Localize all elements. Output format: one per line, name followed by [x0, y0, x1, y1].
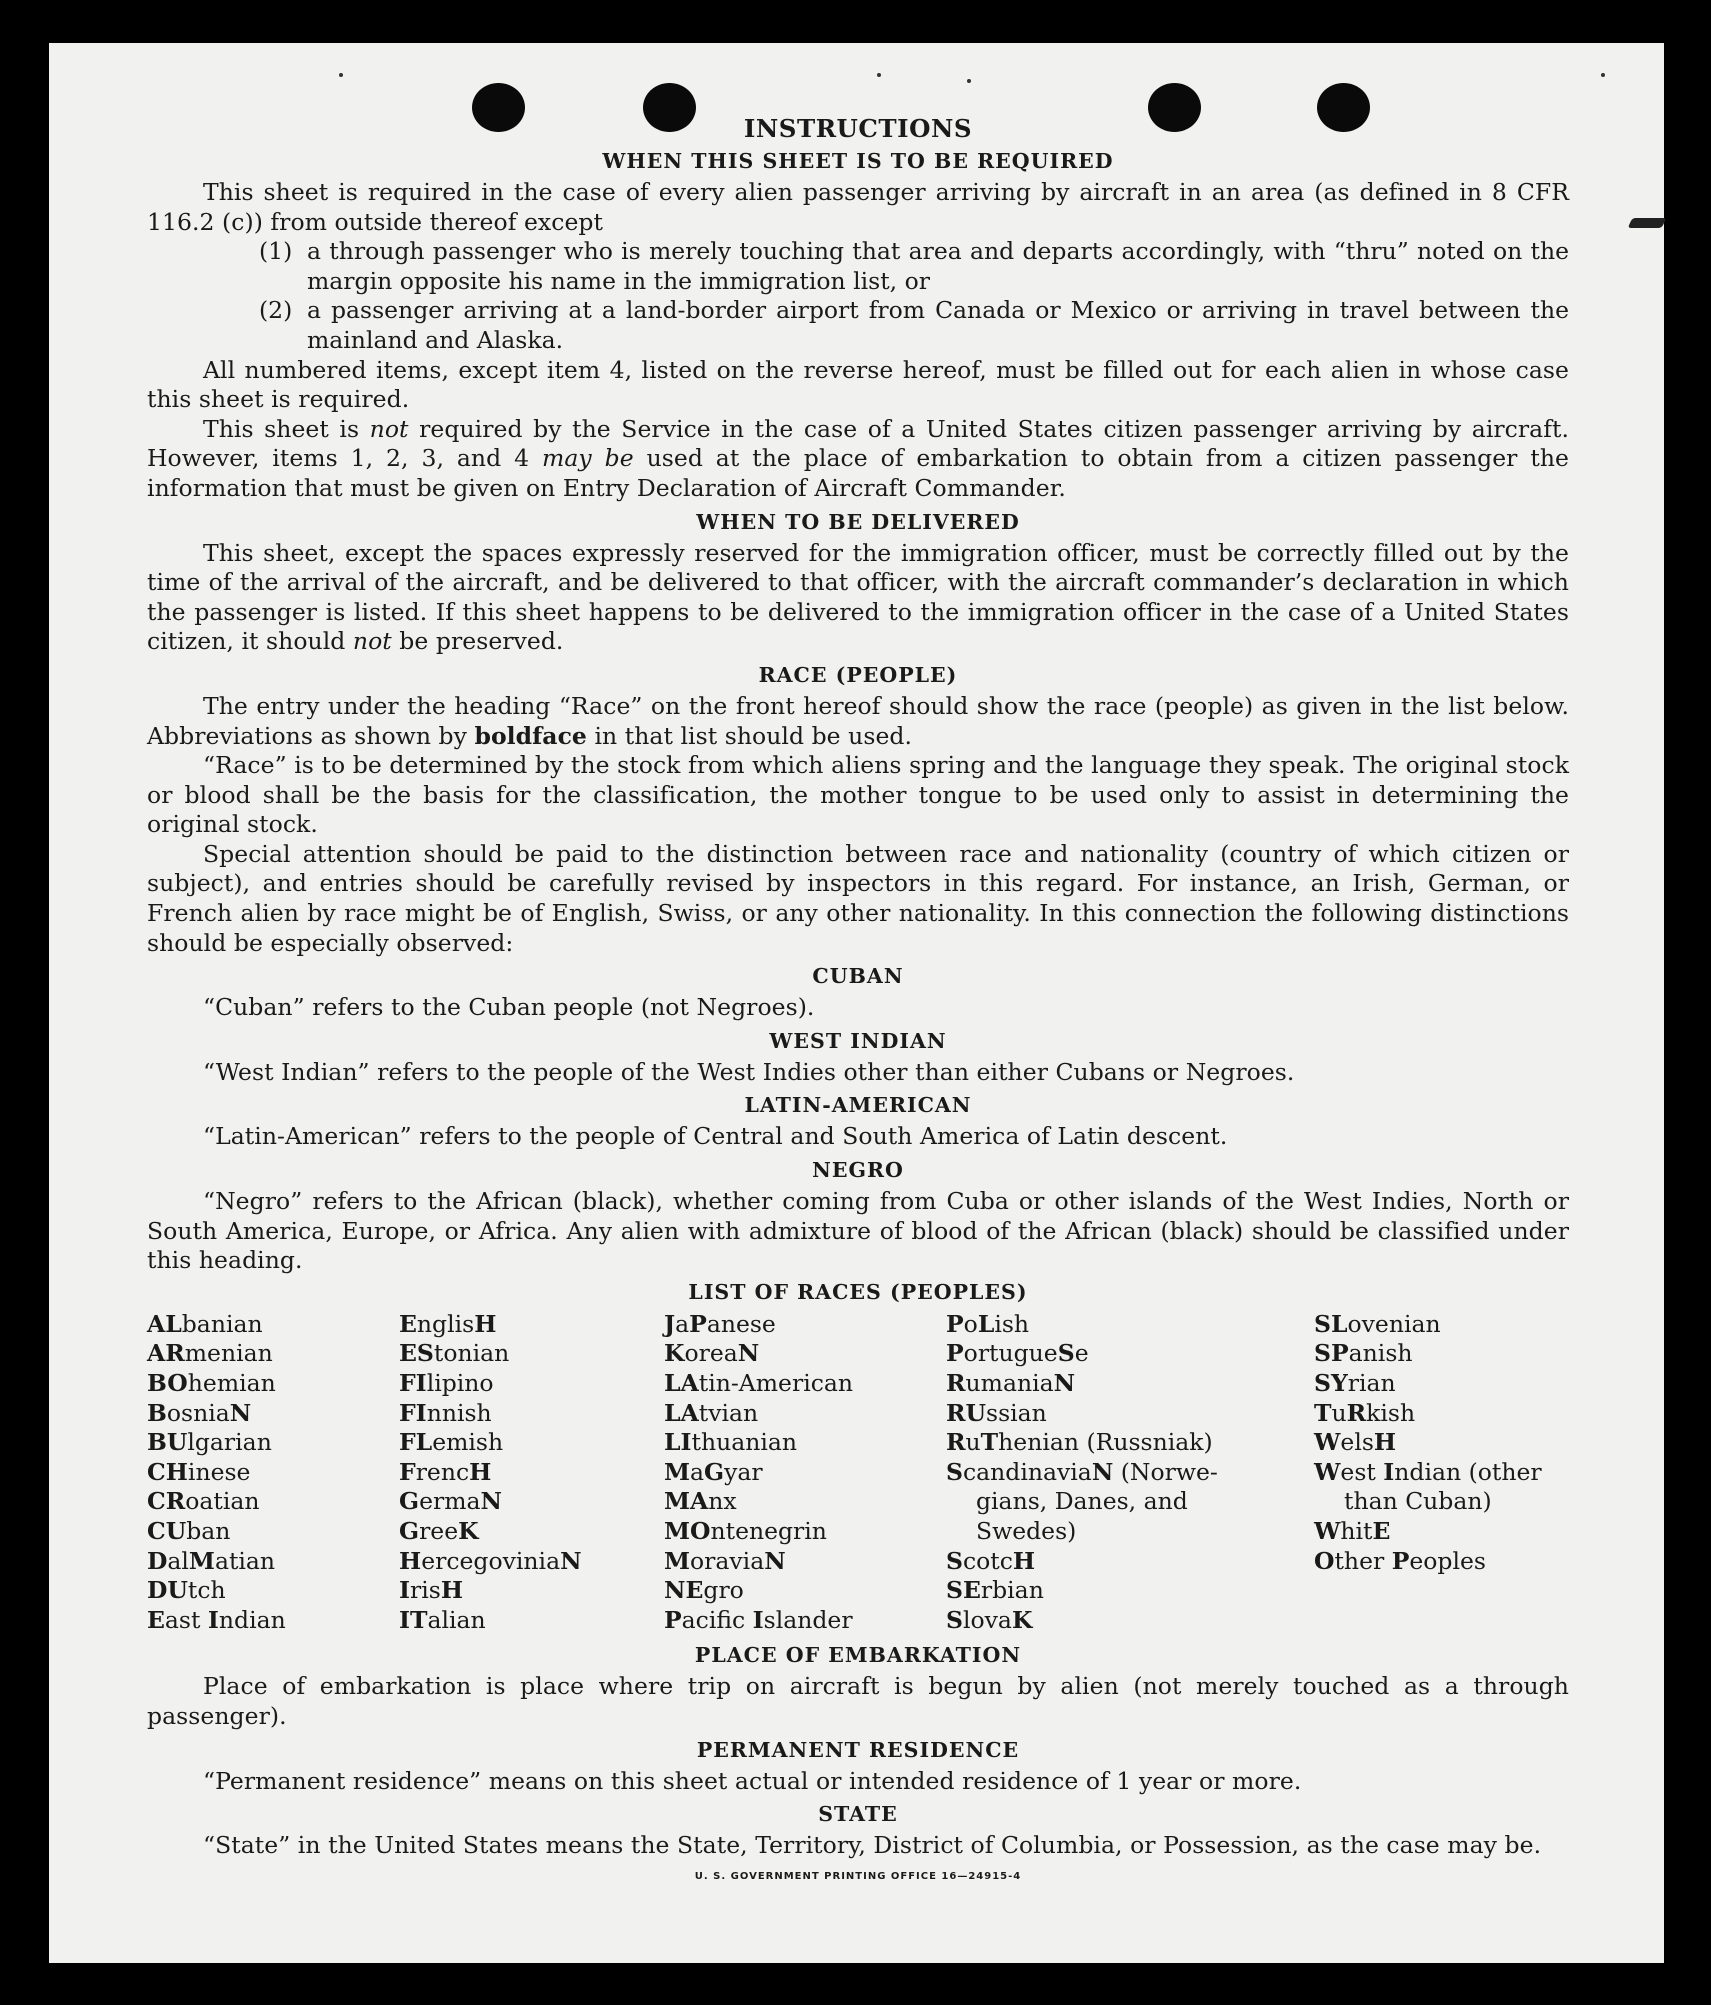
races-column — [147, 1310, 399, 1636]
paragraph: “Race” is to be determined by the stock from which aliens spring and the language they speak. The original stock or blood shall be the basis for the classification, the mother tongue to be used only to assist in determining the original stock. — [147, 751, 1569, 839]
paragraph — [147, 539, 1569, 657]
race-entry: SPanish — [1314, 1339, 1413, 1368]
section-heading-residence: PERMANENT RESIDENCE — [696, 1737, 1020, 1762]
speck — [967, 79, 971, 83]
punch-hole — [1148, 83, 1201, 132]
race-entry: CHinese — [147, 1457, 251, 1486]
item-text: a passenger arriving at a land-border airport from Canada or Mexico or arriving in travel between the mainland and Alaska. — [307, 296, 1569, 354]
item-number: (2) — [259, 296, 293, 325]
section-heading-required: WHEN THIS SHEET IS TO BE REQUIRED — [602, 149, 1114, 173]
race-entry: ITalian — [399, 1605, 486, 1634]
paragraph: “West Indian” refers to the people of the West Indies other than either Cubans or Negroes. — [203, 1057, 1295, 1086]
text-run: in that list should be used. — [586, 721, 913, 750]
race-entry: PortugueSe — [946, 1339, 1089, 1368]
race-entry: JaPanese — [664, 1309, 776, 1338]
race-entry: KoreaN — [664, 1339, 760, 1368]
race-entry: LIthuanian — [664, 1428, 798, 1457]
race-entry: Pacific Islander — [664, 1605, 853, 1634]
race-entry: BosniaN — [147, 1398, 252, 1427]
race-entry: MAnx — [664, 1487, 737, 1516]
race-entry: MOntenegrin — [664, 1516, 827, 1545]
section-heading-state: STATE — [818, 1802, 898, 1827]
race-entry: ScandinaviaN (Norwe- — [946, 1457, 1218, 1486]
race-entry: TuRkish — [1314, 1398, 1416, 1427]
printer-imprint: U. S. GOVERNMENT PRINTING OFFICE 16—24915-4 — [694, 1870, 1022, 1882]
paragraph: “Latin-American” refers to the people of Central and South America of Latin descent. — [203, 1122, 1228, 1151]
race-entry: FLemish — [399, 1428, 504, 1457]
race-entry: EStonian — [399, 1339, 510, 1368]
text-run: used at the place of embarkation to obtain from a citizen passenger the information that must be given on Entry Declaration of Aircraft Commander. — [147, 444, 1569, 502]
text-run: required by the Service in the case of a United States citizen passenger arriving by aircraft. However, items 1, 2, 3, and 4 — [147, 414, 1569, 473]
race-entry: SlovaK — [946, 1605, 1033, 1634]
race-entry: ALbanian — [147, 1309, 263, 1338]
race-entry: SLovenian — [1314, 1309, 1441, 1338]
race-entry: WhitE — [1314, 1516, 1391, 1545]
paragraph: “Cuban” refers to the Cuban people (not Negroes). — [203, 993, 815, 1022]
races-column — [664, 1310, 946, 1636]
race-entry: West Indian (other — [1314, 1457, 1542, 1486]
race-entry: gians, Danes, and — [976, 1487, 1188, 1516]
emphasis: not — [369, 414, 409, 443]
page-title: INSTRUCTIONS — [743, 114, 973, 143]
item-number: (1) — [259, 237, 293, 266]
list-item — [147, 237, 1569, 296]
section-heading-latin-american: LATIN-AMERICAN — [744, 1093, 972, 1118]
race-entry: LAtin-American — [664, 1369, 854, 1397]
paragraph: “Permanent residence” means on this sheet actual or intended residence of 1 year or more. — [203, 1766, 1302, 1795]
speck — [877, 73, 881, 77]
punch-hole — [1317, 83, 1370, 132]
paragraph: All numbered items, except item 4, listed on the reverse hereof, must be filled out for each alien in whose case this sheet is required. — [147, 355, 1569, 414]
paragraph: Place of embarkation is place where trip on aircraft is begun by alien (not merely touched as a through passenger). — [147, 1672, 1569, 1730]
races-column — [1314, 1310, 1569, 1636]
race-entry: FrencH — [399, 1457, 492, 1486]
race-entry: SYrian — [1314, 1369, 1396, 1397]
section-heading-list-of-races: LIST OF RACES (PEOPLES) — [688, 1279, 1028, 1304]
text-run: The entry under the heading “Race” on the front hereof should show the race (people) as given in the list below. Abbreviations as shown by — [147, 691, 1569, 750]
race-entry: ARmenian — [147, 1339, 273, 1368]
race-entry: CUban — [147, 1516, 231, 1545]
race-entry: CRoatian — [147, 1487, 260, 1516]
document-sheet — [49, 43, 1664, 1963]
race-entry: RumaniaN — [946, 1369, 1076, 1397]
edge-mark — [1628, 218, 1667, 228]
race-entry: RUssian — [946, 1398, 1047, 1427]
paragraph: Special attention should be paid to the distinction between race and nationality (country of which citizen or subject), and entries should be carefully revised by inspectors in this regard. For instance, an Irish, German, or French alien by race might be of English, Swiss, or any other nationality. In this connection the following distinctions should be especially observed: — [147, 839, 1569, 957]
race-entry: RuThenian (Russniak) — [946, 1428, 1213, 1457]
text-run: This sheet is — [203, 414, 370, 443]
race-entry: IrisH — [399, 1576, 464, 1605]
race-entry: Other Peoples — [1314, 1546, 1486, 1575]
item-text: a through passenger who is merely touching that area and departs accordingly, with “thru” noted on the margin opposite his name in the immigration list, or — [307, 237, 1569, 295]
races-column — [946, 1310, 1314, 1636]
punch-hole — [472, 83, 525, 132]
paragraph — [147, 415, 1569, 504]
text-run: This sheet, except the spaces expressly reserved for the immigration officer, must be correctly filled out by the time of the arrival of the aircraft, and be delivered to that officer, with the aircraft commander’s declaration in which the passenger is listed. If this sheet happens to be delivered to the immigration officer in the case of a United States citizen, it should — [147, 538, 1569, 656]
emphasis: may be — [542, 444, 634, 473]
section-heading-negro: NEGRO — [812, 1158, 904, 1183]
speck — [1601, 73, 1605, 77]
race-entry: PoLish — [946, 1309, 1030, 1338]
race-entry: BUlgarian — [147, 1428, 272, 1457]
list-item — [147, 296, 1569, 355]
race-entry: DUtch — [147, 1576, 226, 1605]
race-entry: than Cuban) — [1344, 1487, 1492, 1516]
race-entry: Swedes) — [976, 1516, 1077, 1545]
race-entry: MoraviaN — [664, 1546, 786, 1575]
section-heading-embarkation: PLACE OF EMBARKATION — [694, 1643, 1022, 1668]
race-entry: GreeK — [399, 1516, 479, 1545]
race-entry: East Indian — [147, 1605, 286, 1634]
paragraph: “State” in the United States means the State, Territory, District of Columbia, or Possession, as the case may be. — [203, 1831, 1542, 1860]
race-entry: BOhemian — [147, 1369, 276, 1397]
section-heading-cuban: CUBAN — [812, 964, 904, 989]
race-entry: NEgro — [664, 1576, 744, 1605]
race-entry: WelsH — [1314, 1428, 1397, 1457]
races-table — [147, 1310, 1569, 1636]
race-entry: HercegoviniaN — [399, 1546, 582, 1575]
race-entry: ScotcH — [946, 1546, 1036, 1575]
races-column — [399, 1310, 664, 1636]
section-heading-race: RACE (PEOPLE) — [758, 662, 958, 687]
paragraph — [147, 692, 1569, 751]
bold-text: boldface — [474, 721, 587, 750]
race-entry: MaGyar — [664, 1457, 763, 1486]
section-heading-delivered: WHEN TO BE DELIVERED — [696, 509, 1020, 534]
race-entry: LAtvian — [664, 1398, 759, 1427]
race-entry: SErbian — [946, 1576, 1044, 1605]
race-entry: DalMatian — [147, 1546, 276, 1575]
section-heading-west-indian: WEST INDIAN — [769, 1028, 947, 1053]
emphasis: not — [352, 627, 392, 656]
text-run: be preserved. — [391, 627, 564, 656]
race-entry: GermaN — [399, 1487, 502, 1516]
punch-hole — [643, 83, 696, 132]
paragraph: This sheet is required in the case of every alien passenger arriving by aircraft in an area (as defined in 8 CFR 116.2 (c)) from outside thereof except — [147, 178, 1569, 236]
speck — [339, 73, 343, 77]
paragraph: “Negro” refers to the African (black), whether coming from Cuba or other islands of the West Indies, North or South America, Europe, or Africa. Any alien with admixture of blood of the African (black) should be classified under this heading. — [147, 1187, 1569, 1275]
race-entry: FIlipino — [399, 1369, 494, 1397]
race-entry: FInnish — [399, 1398, 492, 1427]
race-entry: EnglisH — [399, 1309, 497, 1338]
